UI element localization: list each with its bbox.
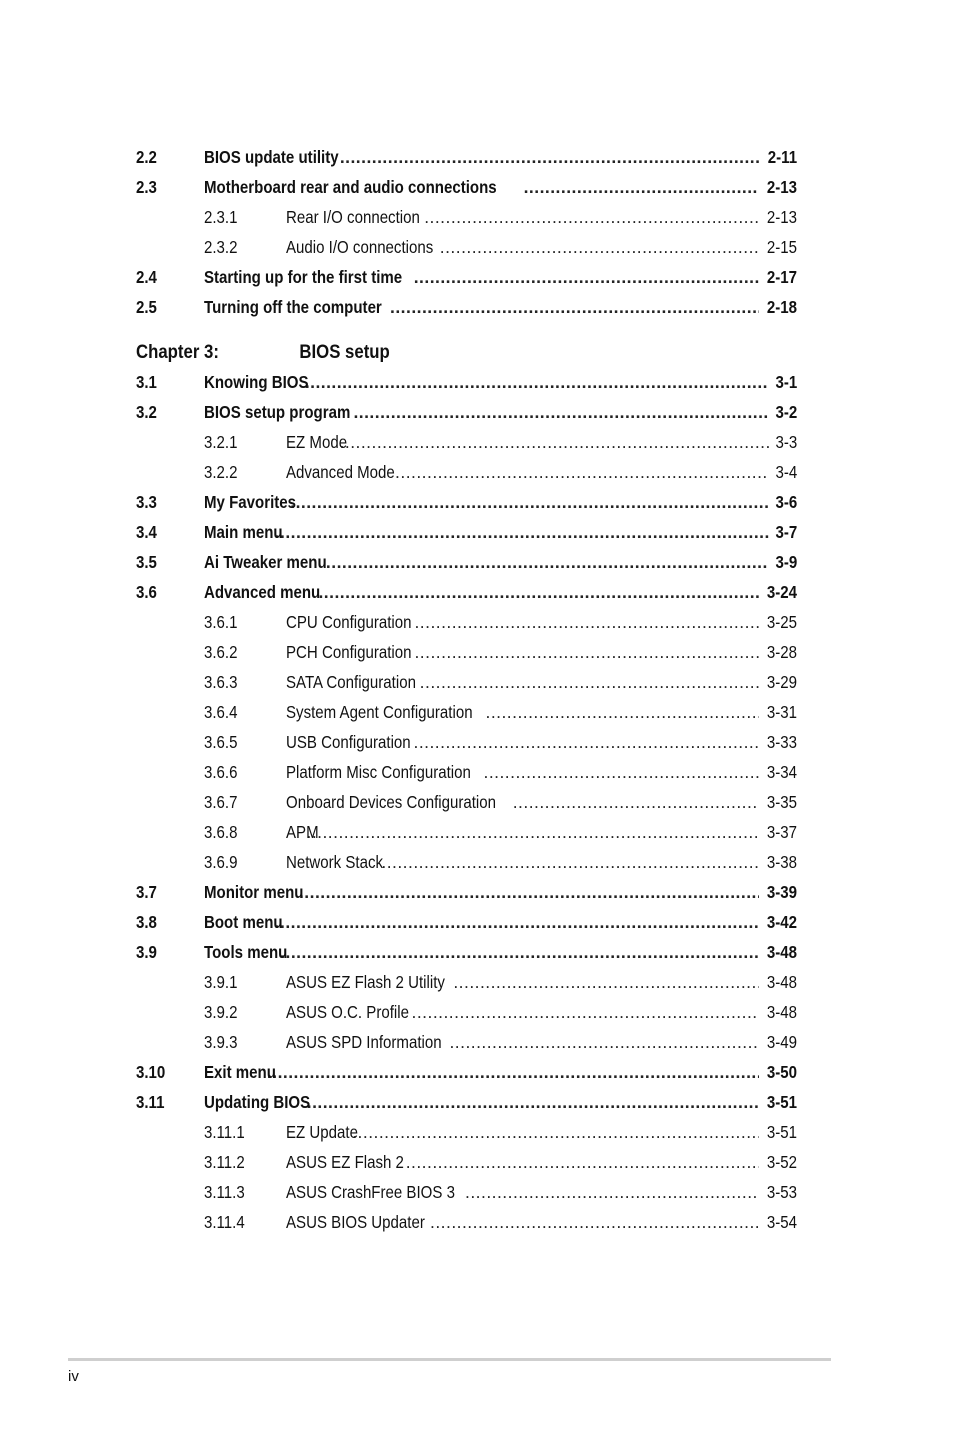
toc-entry-number: 3.6.6: [204, 762, 238, 782]
toc-dot-leader: [381, 847, 759, 877]
toc-entry-number: 3.6.7: [204, 792, 238, 812]
toc-dot-leader: [340, 427, 769, 457]
toc-entry-number: 3.9.3: [204, 1032, 238, 1052]
toc-entry-number: 3.6.5: [204, 732, 238, 752]
toc-entry-title: System Agent Configuration: [286, 702, 473, 722]
toc-entry[interactable]: [136, 667, 797, 697]
toc-entry-page: 3-39: [766, 882, 797, 902]
toc-entry-number: 3.6: [136, 582, 157, 602]
toc-entry-page: 3-31: [766, 702, 797, 722]
toc-entry-title: Platform Misc Configuration: [286, 762, 471, 782]
toc-entry-page: 3-4: [775, 462, 797, 482]
toc-entry-number: 3.10: [136, 1062, 166, 1082]
toc-entry-number: 3.9: [136, 942, 157, 962]
toc-entry-number: 3.9.1: [204, 972, 238, 992]
toc-entry-number: 3.2: [136, 402, 157, 422]
toc-dot-leader: [326, 547, 769, 577]
toc-entry-page: 3-54: [766, 1212, 797, 1232]
toc-entry-title: Boot menu: [204, 912, 283, 932]
toc-dot-leader: [524, 172, 759, 202]
toc-entry-title: Motherboard rear and audio connections: [204, 177, 497, 197]
toc-entry[interactable]: [136, 1057, 797, 1087]
toc-entry-title: ASUS CrashFree BIOS 3: [286, 1182, 455, 1202]
toc-entry-page: 3-25: [766, 612, 797, 632]
toc-entry-number: 2.2: [136, 147, 157, 167]
toc-entry-page: 3-28: [766, 642, 797, 662]
toc-entry[interactable]: [136, 1207, 797, 1237]
toc-entry-number: 3.6.9: [204, 852, 238, 872]
toc-dot-leader: [299, 877, 759, 907]
toc-entry[interactable]: [136, 1117, 797, 1147]
footer-page-number: iv: [68, 1368, 79, 1385]
toc-entry-title: My Favorites: [204, 492, 297, 512]
toc-entry[interactable]: [136, 457, 797, 487]
toc-dot-leader: [352, 1117, 759, 1147]
toc-entry-title: Audio I/O connections: [286, 237, 434, 257]
toc-entry-number: 2.5: [136, 297, 157, 317]
toc-entry[interactable]: [136, 292, 797, 322]
toc-dot-leader: [307, 1087, 759, 1117]
toc-entry-title: APM: [286, 822, 319, 842]
toc-dot-leader: [290, 487, 768, 517]
toc-list-chapter-3: [136, 367, 797, 1237]
toc-entry-title: Ai Tweaker menu: [204, 552, 327, 572]
toc-entry-number: 3.11.3: [204, 1182, 245, 1202]
toc-entry-number: 3.8: [136, 912, 157, 932]
toc-entry-title: Tools menu: [204, 942, 288, 962]
toc-entry[interactable]: [136, 1027, 797, 1057]
toc-entry-number: 3.6.1: [204, 612, 238, 632]
toc-dot-leader: [395, 457, 769, 487]
toc-entry-page: 3-3: [775, 432, 797, 452]
toc-entry-number: 2.4: [136, 267, 157, 287]
toc-entry-page: 2-13: [766, 207, 797, 227]
toc-entry-page: 3-51: [766, 1122, 797, 1142]
toc-entry-title: Knowing BIOS: [204, 372, 309, 392]
toc-entry-title: SATA Configuration: [286, 672, 416, 692]
toc-entry-number: 3.6.2: [204, 642, 238, 662]
toc-entry-page: 3-51: [766, 1092, 797, 1112]
toc-entry-title: Main menu: [204, 522, 283, 542]
toc-dot-leader: [484, 757, 759, 787]
toc-entry-title: PCH Configuration: [286, 642, 412, 662]
toc-entry[interactable]: [136, 1177, 797, 1207]
toc-entry[interactable]: [136, 172, 797, 202]
toc-dot-leader: [307, 817, 759, 847]
toc-entry-number: 3.11.4: [204, 1212, 245, 1232]
toc-entry-number: 3.9.2: [204, 1002, 238, 1022]
toc-entry-number: 2.3.2: [204, 237, 238, 257]
toc-entry[interactable]: [136, 907, 797, 937]
toc-entry[interactable]: [136, 427, 797, 457]
toc-entry[interactable]: [136, 367, 797, 397]
toc-entry-page: 3-48: [766, 972, 797, 992]
toc-dot-leader: [280, 937, 759, 967]
toc-entry-page: 3-48: [766, 942, 797, 962]
toc-entry-page: 3-49: [766, 1032, 797, 1052]
toc-entry-number: 3.5: [136, 552, 157, 572]
toc-entry-number: 3.2.1: [204, 432, 238, 452]
toc-dot-leader: [406, 1147, 759, 1177]
toc-dot-leader: [340, 142, 760, 172]
footer-divider: [68, 1358, 831, 1361]
toc-entry-title: Advanced Mode: [286, 462, 395, 482]
toc-dot-leader: [453, 967, 759, 997]
toc-entry-title: ASUS O.C. Profile: [286, 1002, 409, 1022]
toc-entry-title: Rear I/O connection: [286, 207, 420, 227]
chapter-title: BIOS setup: [299, 341, 390, 363]
toc-dot-leader: [275, 907, 759, 937]
toc-entry-number: 3.1: [136, 372, 157, 392]
toc-entry[interactable]: [136, 607, 797, 637]
toc-entry-page: 3-38: [766, 852, 797, 872]
toc-entry-number: 3.6.4: [204, 702, 238, 722]
toc-entry-page: 3-29: [766, 672, 797, 692]
toc-entry-page: 3-53: [766, 1182, 797, 1202]
toc-entry-number: 3.11.2: [204, 1152, 245, 1172]
toc-entry-page: 3-6: [775, 492, 797, 512]
toc-entry-page: 2-15: [766, 237, 797, 257]
toc-entry-title: ASUS EZ Flash 2 Utility: [286, 972, 445, 992]
toc-entry-number: 3.6.8: [204, 822, 238, 842]
toc-entry-page: 3-37: [766, 822, 797, 842]
toc-dot-leader: [305, 367, 769, 397]
toc-entry-title: BIOS update utility: [204, 147, 339, 167]
toc-entry-title: Turning off the computer: [204, 297, 382, 317]
toc-dot-leader: [414, 262, 759, 292]
toc-list-chapter-2: [136, 142, 797, 322]
toc-entry-page: 3-34: [766, 762, 797, 782]
toc-entry[interactable]: [136, 262, 797, 292]
toc-entry[interactable]: [136, 577, 797, 607]
toc-entry-title: USB Configuration: [286, 732, 411, 752]
toc-dot-leader: [440, 232, 759, 262]
toc-entry-number: 3.3: [136, 492, 157, 512]
toc-entry-title: Updating BIOS: [204, 1092, 311, 1112]
toc-entry[interactable]: [136, 1147, 797, 1177]
toc-entry-title: Network Stack: [286, 852, 384, 872]
toc-entry[interactable]: [136, 997, 797, 1027]
toc-entry[interactable]: [136, 142, 797, 172]
toc-entry-number: 3.11.1: [204, 1122, 245, 1142]
toc-entry[interactable]: [136, 877, 797, 907]
toc-entry-page: 3-33: [766, 732, 797, 752]
toc-dot-leader: [420, 667, 759, 697]
toc-entry-title: Onboard Devices Configuration: [286, 792, 496, 812]
toc-entry-title: ASUS BIOS Updater: [286, 1212, 425, 1232]
toc-entry-title: EZ Mode: [286, 432, 348, 452]
toc-dot-leader: [414, 637, 759, 667]
toc-entry-page: 3-24: [766, 582, 797, 602]
toc-entry-number: 3.7: [136, 882, 157, 902]
toc-entry[interactable]: [136, 817, 797, 847]
toc-dot-leader: [412, 997, 759, 1027]
toc-entry-page: 3-50: [766, 1062, 797, 1082]
toc-entry-page: 2-18: [766, 297, 797, 317]
chapter-label: Chapter 3:: [136, 341, 219, 363]
chapter-heading: [136, 338, 704, 366]
toc-entry-page: 3-42: [766, 912, 797, 932]
toc-entry-number: 3.4: [136, 522, 157, 542]
toc-entry[interactable]: [136, 847, 797, 877]
toc-entry[interactable]: [136, 697, 797, 727]
toc-entry-page: 2-13: [766, 177, 797, 197]
toc-entry-title: Advanced menu: [204, 582, 321, 602]
toc-entry[interactable]: [136, 547, 797, 577]
toc-entry[interactable]: [136, 232, 797, 262]
toc-dot-leader: [486, 697, 759, 727]
toc-entry-page: 3-7: [775, 522, 797, 542]
toc-entry-number: 2.3: [136, 177, 157, 197]
toc-dot-leader: [267, 1057, 759, 1087]
toc-entry-page: 2-11: [767, 147, 797, 167]
toc-entry-title: ASUS SPD Information: [286, 1032, 442, 1052]
toc-entry[interactable]: [136, 787, 797, 817]
toc-entry-title: EZ Update: [286, 1122, 358, 1142]
toc-entry[interactable]: [136, 487, 797, 517]
toc-dot-leader: [414, 607, 759, 637]
toc-dot-leader: [424, 202, 759, 232]
toc-entry[interactable]: [136, 757, 797, 787]
toc-entry[interactable]: [136, 727, 797, 757]
toc-entry[interactable]: [136, 637, 797, 667]
toc-entry-page: 3-2: [775, 402, 797, 422]
toc-entry-number: 3.6.3: [204, 672, 238, 692]
toc-entry-title: Starting up for the first time: [204, 267, 403, 287]
toc-dot-leader: [318, 577, 759, 607]
toc-dot-leader: [390, 292, 759, 322]
toc-entry-page: 3-48: [766, 1002, 797, 1022]
toc-entry[interactable]: [136, 202, 797, 232]
toc-entry-page: 3-35: [766, 792, 797, 812]
toc-dot-leader: [353, 397, 768, 427]
toc-entry-title: ASUS EZ Flash 2: [286, 1152, 404, 1172]
toc-entry-title: Exit menu: [204, 1062, 276, 1082]
toc-entry[interactable]: [136, 937, 797, 967]
toc-dot-leader: [430, 1207, 759, 1237]
toc-entry-title: CPU Configuration: [286, 612, 412, 632]
toc-entry-page: 3-9: [775, 552, 797, 572]
toc-dot-leader: [449, 1027, 759, 1057]
toc-entry-title: Monitor menu: [204, 882, 304, 902]
toc-entry[interactable]: [136, 967, 797, 997]
toc-dot-leader: [513, 787, 759, 817]
toc-entry-page: 3-1: [775, 372, 797, 392]
toc-entry[interactable]: [136, 517, 797, 547]
toc-dot-leader: [414, 727, 759, 757]
toc-entry-number: 3.2.2: [204, 462, 238, 482]
toc-entry[interactable]: [136, 397, 797, 427]
toc-entry-title: BIOS setup program: [204, 402, 351, 422]
toc-entry-page: 3-52: [766, 1152, 797, 1172]
toc-entry-number: 2.3.1: [204, 207, 238, 227]
toc-dot-leader: [465, 1177, 759, 1207]
toc-dot-leader: [275, 517, 769, 547]
toc-entry[interactable]: [136, 1087, 797, 1117]
toc-entry-page: 2-17: [766, 267, 797, 287]
toc-entry-number: 3.11: [136, 1092, 165, 1112]
